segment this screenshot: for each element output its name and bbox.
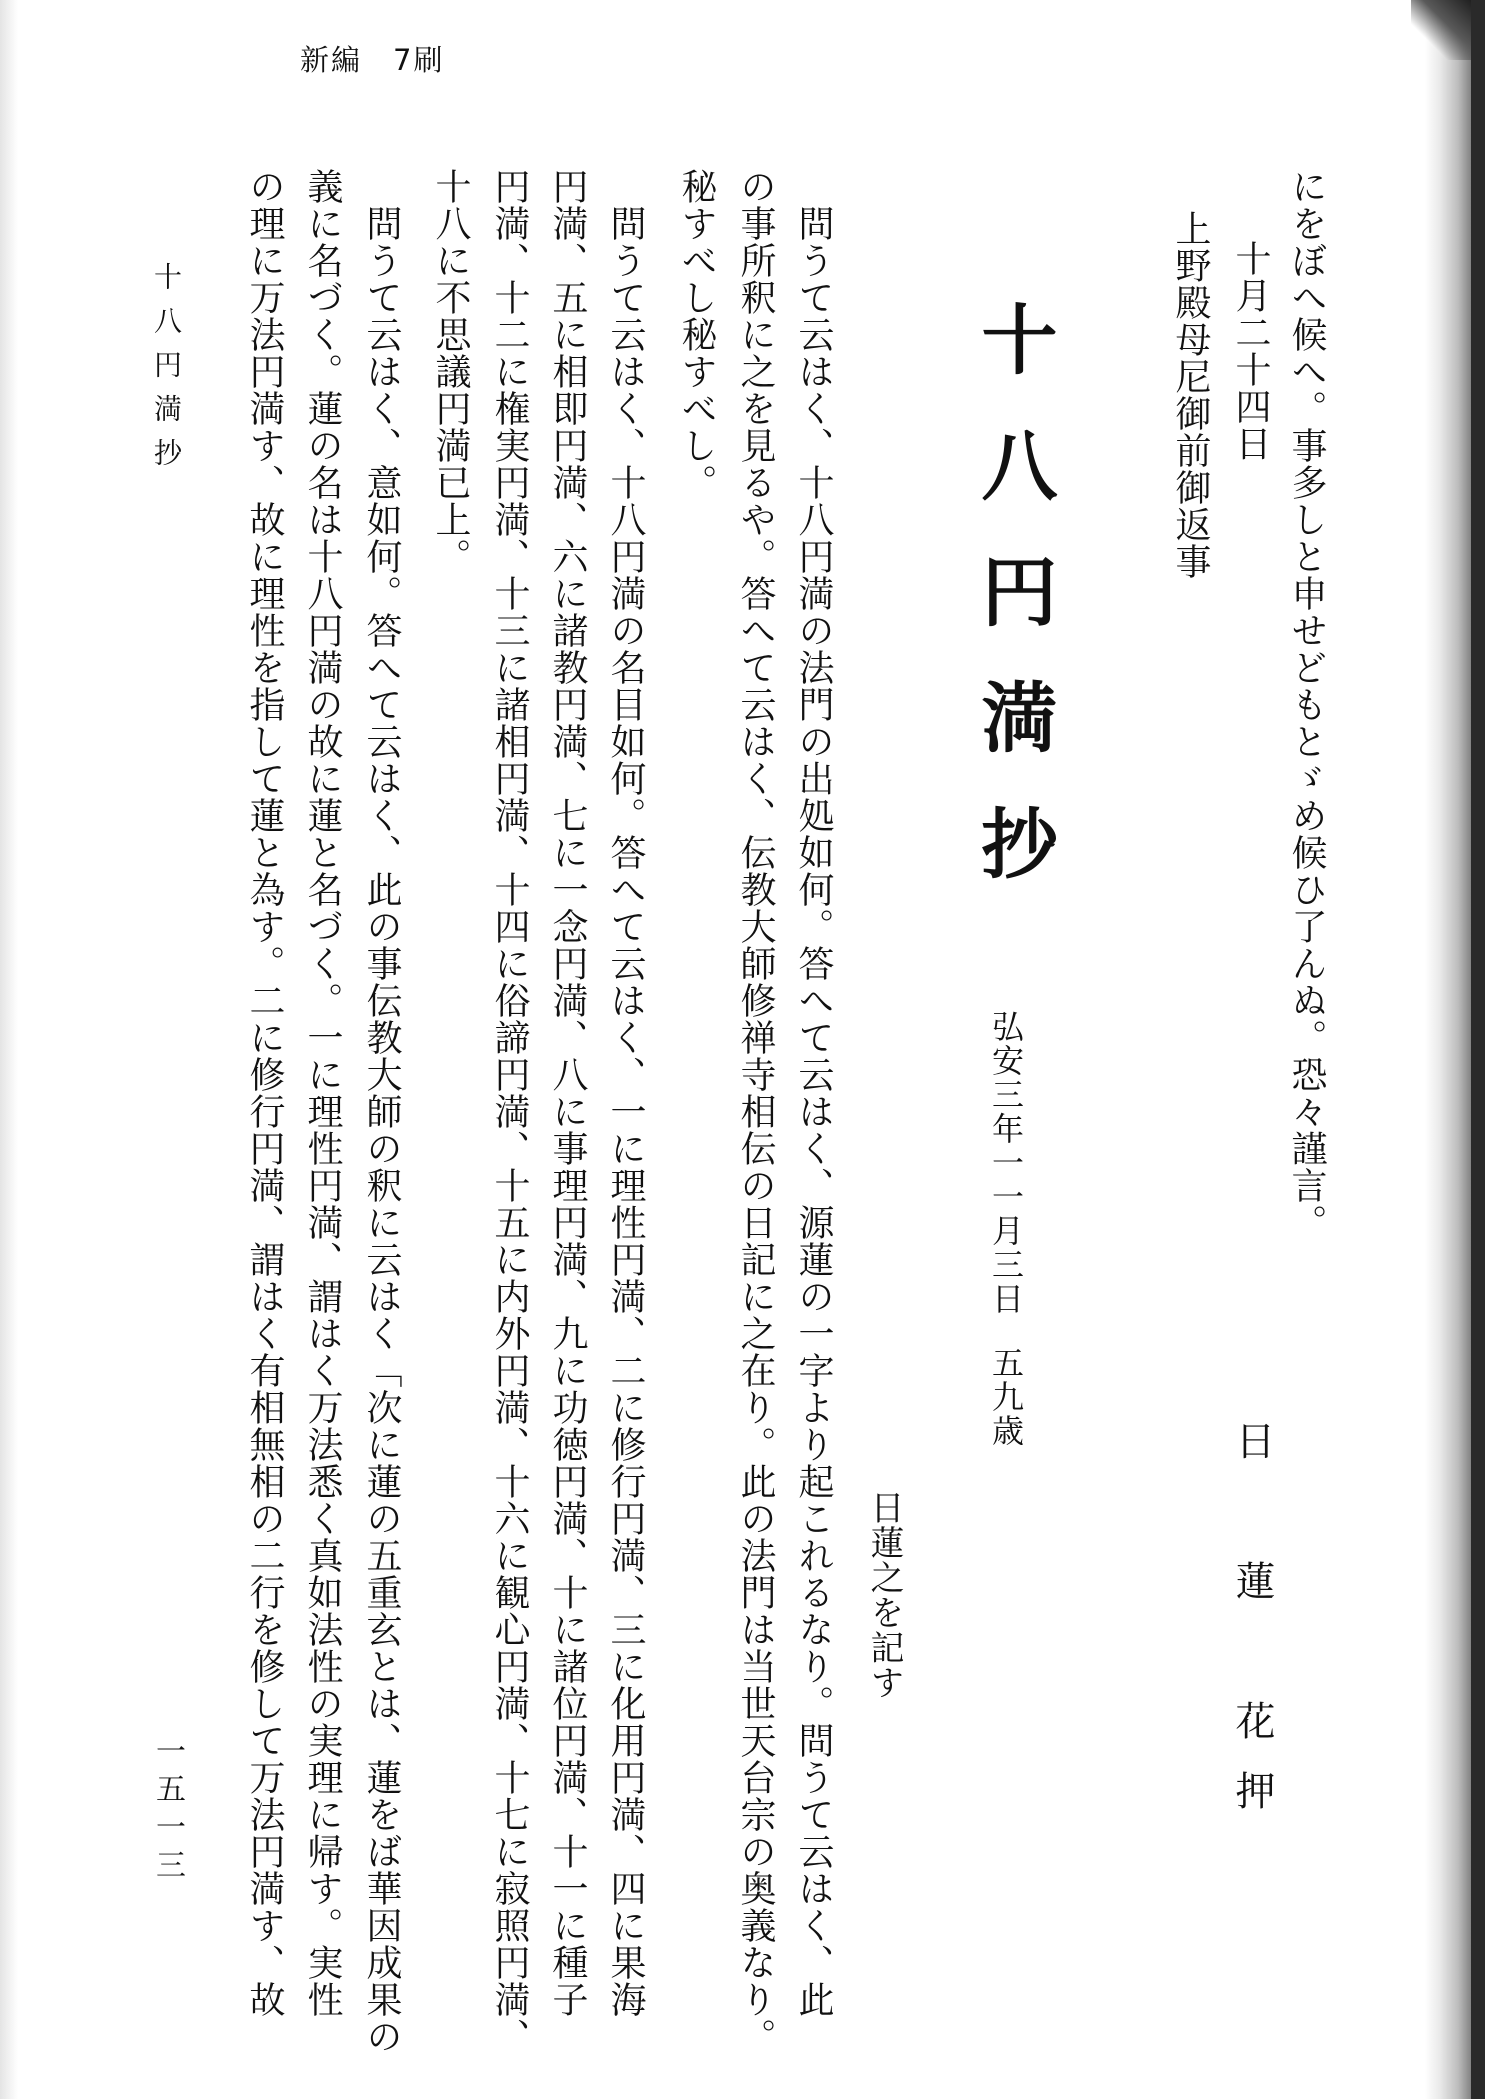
page-number: 一五一三 [150,1735,185,1887]
letter-author-seal: 日 蓮 花押 [1229,1420,1275,1840]
recorder-line: 日蓮之を記す [864,1490,904,1700]
body-column: 問うて云はく、十八円満の名目如何。答へて云はく、一に理性円満、二に修行円満、三に化用円満、四に果海 [605,205,646,2018]
body-column: の理に万法円満す、故に理性を指して蓮と為す。二に修行円満、謂はく有相無相の二行を修して万法円満す、故 [244,168,285,2018]
composition-date: 弘安三年一一月三日 [987,1010,1025,1316]
body-column: 義に名づく。蓮の名は十八円満の故に蓮と名づく。一に理性円満、謂はく万法悉く真如法性の実理に帰す。実性 [302,168,343,2018]
edition-header: 新編 7刷 [300,43,445,77]
body-column: 問うて云はく、十八円満の法門の出処如何。答へて云はく、源蓮の一字より起これるなり。問うて云はく、此 [793,205,834,2018]
book-spine-edge [1471,0,1485,2099]
author-age: 五九歳 [987,1346,1025,1448]
body-column: 十八に不思議円満已上。 [430,168,471,575]
body-column: 問うて云はく、意如何。答へて云はく、此の事伝教大師の釈に云はく「次に蓮の五重玄とは、蓮をば華因成果の [361,205,402,2055]
page-corner-shadow [1411,0,1471,60]
page-left-edge [0,0,18,2099]
letter-addressee: 上野殿母尼御前御返事 [1170,210,1211,580]
work-title: 十八円満抄 [969,300,1058,930]
body-column: 秘すべし秘すべし。 [676,168,717,501]
letter-closing-line: にをぼへ候へ。事多しと申せどもとゞめ候ひ了んぬ。恐々謹言。 [1286,168,1327,1241]
body-column: 円満、五に相即円満、六に諸教円満、七に一念円満、八に事理円満、九に功徳円満、十に諸位円満、十一に種子 [547,168,588,2018]
running-title: 十八円満抄 [150,262,183,482]
body-column: 円満、十二に権実円満、十三に諸相円満、十四に俗諦円満、十五に内外円満、十六に観心円満、十七に寂照円満、 [489,168,530,2055]
body-column: の事所釈に之を見るや。答へて云はく、伝教大師修禅寺相伝の日記に之在り。此の法門は当世天台宗の奥義なり。 [735,168,776,2055]
letter-date: 十月二十四日 [1230,240,1271,462]
